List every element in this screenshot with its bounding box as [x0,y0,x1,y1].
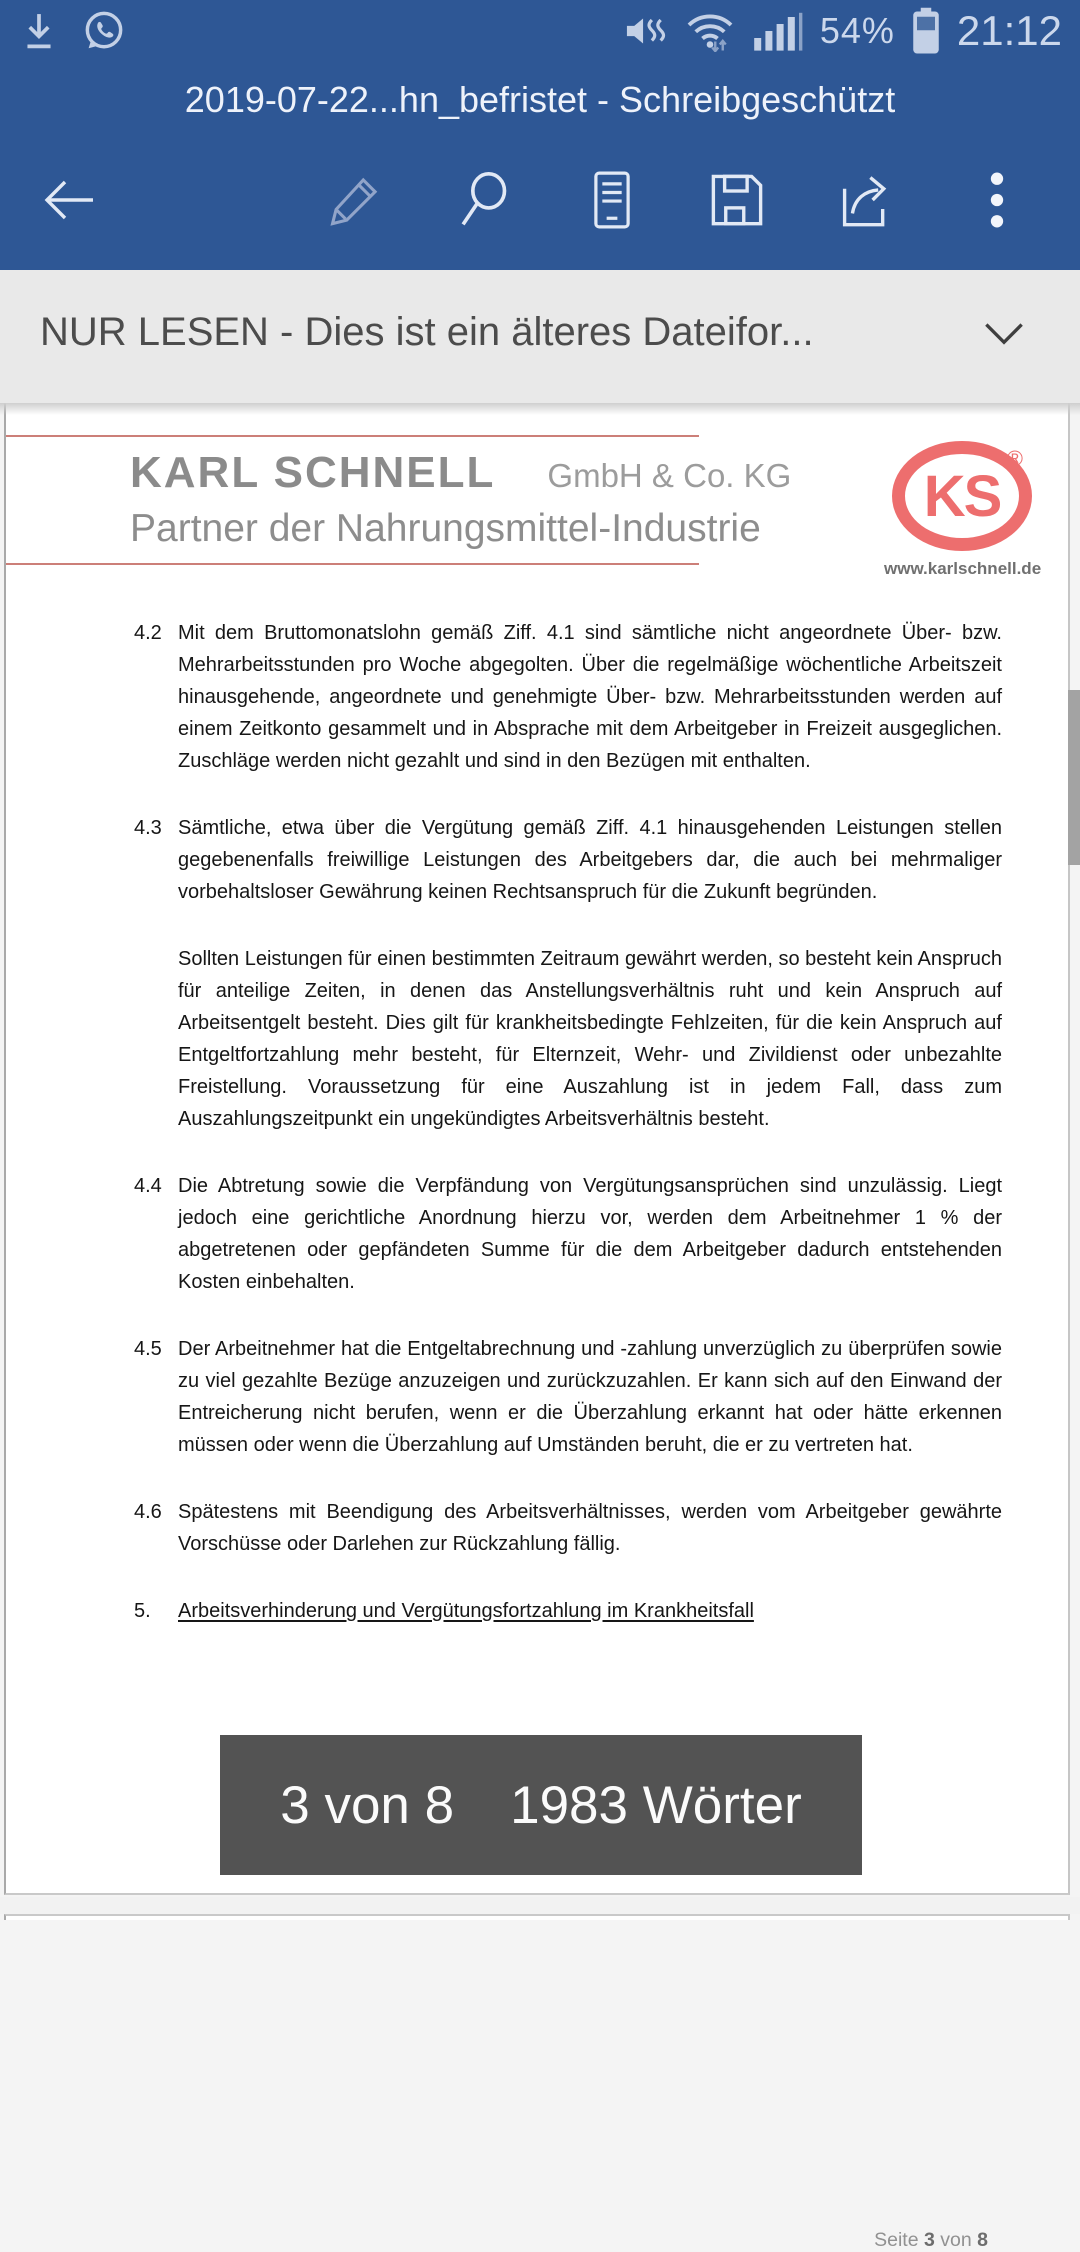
clause-number: 5. [134,1600,151,1622]
letterhead-company-line [130,448,791,498]
back-button[interactable] [29,160,109,240]
status-notification-icons [20,9,126,53]
scrollbar-thumb[interactable] [1068,690,1080,865]
whatsapp-icon [82,9,126,53]
document-page [4,403,1070,2251]
overflow-menu-icon [990,172,1004,228]
clause-text: Spätestens mit Beendigung des Arbeitsverhältnisses, werden vom Arbeitgeber gewährte Vorschüsse oder Darlehen zur Rückzahlung fällig. [178,1501,1002,1555]
clause-number: 4.2 [134,622,162,644]
document-title: 2019-07-22...hn_befristet - Schreibgeschützt [184,79,896,120]
status-system-icons [624,7,1062,55]
clause-number: 4.3 [134,817,162,839]
clock-label: 21:12 [956,7,1062,54]
company-tagline: Partner der Nahrungsmittel-Industrie [130,507,761,550]
clause-number [134,943,178,1135]
download-icon [20,11,58,51]
contract-clauses [134,617,1002,1662]
letterhead-rule-top [6,435,699,437]
app-header [0,0,1080,270]
battery-icon [911,7,941,55]
wifi-icon [684,10,736,52]
company-website: www.karlschnell.de [884,559,1042,578]
toast-word-count: 1983 Wörter [510,1775,802,1835]
clause-number: 4.6 [134,1501,162,1523]
search-button[interactable] [445,160,525,240]
clause-text: Sollten Leistungen für einen bestimmten Zeitraum gewährt werden, so besteht kein Anspruch für anteilige Zeiten, in denen das Anstellungsverhältnis ruht und kein Anspruch auf Arbeitsentgelt besteht. Dies gilt für krankheitsbedingte Fehlzeiten, für die kein Anspruch auf Entgeltfortzahlung mehr besteht, für Elternzeit, Wehr- und Zivildienst oder unbezahlte Freistellung. Voraussetzung für eine Auszahlung ist in jedem Fall, dass zum Auszahlungszeitpunkt ein ungekündigtes Arbeitsverhältnis besteht. [178,948,1002,1130]
footer-total-pages: 8 [977,2229,988,2251]
footer-conjunction: von [940,2229,972,2251]
clause-row [134,617,1002,777]
company-suffix: GmbH & Co. KG [547,457,792,494]
readonly-banner-text: NUR LESEN - Dies ist ein älteres Dateifor... [40,310,814,354]
overflow-menu-button[interactable] [957,160,1037,240]
back-icon [41,176,97,224]
toolbar [0,160,1080,240]
battery-percent-label: 54% [819,10,895,51]
clause-row [134,1496,1002,1560]
clause-row [134,1595,1002,1627]
clause-row [134,1333,1002,1461]
signal-icon [752,10,804,52]
logo-text: KS [923,463,1001,529]
toast-page-position: 3 von 8 [280,1775,455,1835]
share-button[interactable] [827,160,907,240]
word-count-toast [220,1735,862,1875]
clause-number: 4.4 [134,1175,162,1197]
mobile-view-icon [592,171,632,229]
banner-shadow [0,403,1080,415]
clause-number: 4.5 [134,1338,162,1360]
clause-text: Der Arbeitnehmer hat die Entgeltabrechnung und -zahlung unverzüglich zu überprüfen sowie zu viel gezahlte Bezüge anzuzeigen und zurückzuzahlen. Er kann sich auf den Einwand der Entreicherung nicht berufen, wenn er die Überzahlung erkannt hat oder hätte erkennen müssen oder wenn die Überzahlung auf Umständen beruht, die er zu vertreten hat. [178,1338,1002,1456]
clause-row [134,943,1002,1135]
page-gap [0,1897,1080,1914]
mobile-view-button[interactable] [572,160,652,240]
company-name: KARL SCHNELL [130,448,496,497]
save-button[interactable] [697,160,777,240]
ks-logo-icon [892,441,1032,551]
readonly-banner[interactable] [0,270,1080,403]
share-icon [839,173,895,227]
footer-current-page: 3 [923,2229,935,2251]
clause-text: Mit dem Bruttomonatslohn gemäß Ziff. 4.1 sind sämtliche nicht angeordnete Über- bzw. Mehrarbeitsstunden pro Woche abgegolten. Über die regelmäßige wöchentliche Arbeitszeit hinausgehende, angeordnete und genehmigte Über- bzw. Mehrarbeitsstunden werden auf einem Zeitkonto gesammelt und in Absprache mit dem Arbeitgeber in Freizeit ausgeglichen. Zuschläge werden nicht gezahlt und sind in den Bezügen mit enthalten. [178,622,1002,772]
letterhead-rule-bottom [6,563,699,565]
next-page-edge [4,1914,1070,1920]
footer-prefix: Seite [874,2229,919,2251]
clause-text: Arbeitsverhinderung und Vergütungsfortzahlung im Krankheitsfall [178,1600,754,1622]
status-bar [0,0,1080,62]
edit-button[interactable] [315,160,395,240]
clause-row [134,812,1002,908]
edit-pen-icon [329,174,381,226]
clause-row [134,1170,1002,1298]
page-number-footer [874,2229,988,2252]
chevron-down-icon[interactable] [984,322,1024,346]
clause-text: Sämtliche, etwa über die Vergütung gemäß Ziff. 4.1 hinausgehenden Leistungen stellen gegebenenfalls freiwillige Leistungen des Arbeitgebers dar, die auch bei mehrmaliger vorbehaltsloser Gewährung keinen Rechtsanspruch für die Zukunft begründen. [178,817,1002,903]
registered-trademark-symbol: ® [1006,446,1023,471]
save-icon [710,173,764,227]
clause-text: Die Abtretung sowie die Verpfändung von Vergütungsansprüchen sind unzulässig. Liegt jedoch eine gerichtliche Anordnung hierzu vor, werden dem Arbeitnehmer 1 % der abgetretenen oder gepfändeten Summe für die dem Arbeitgeber dadurch entstehenden Kosten einbehalten. [178,1175,1002,1293]
search-icon [459,172,511,228]
company-logo [884,441,1040,579]
mute-vibrate-icon [624,11,668,51]
